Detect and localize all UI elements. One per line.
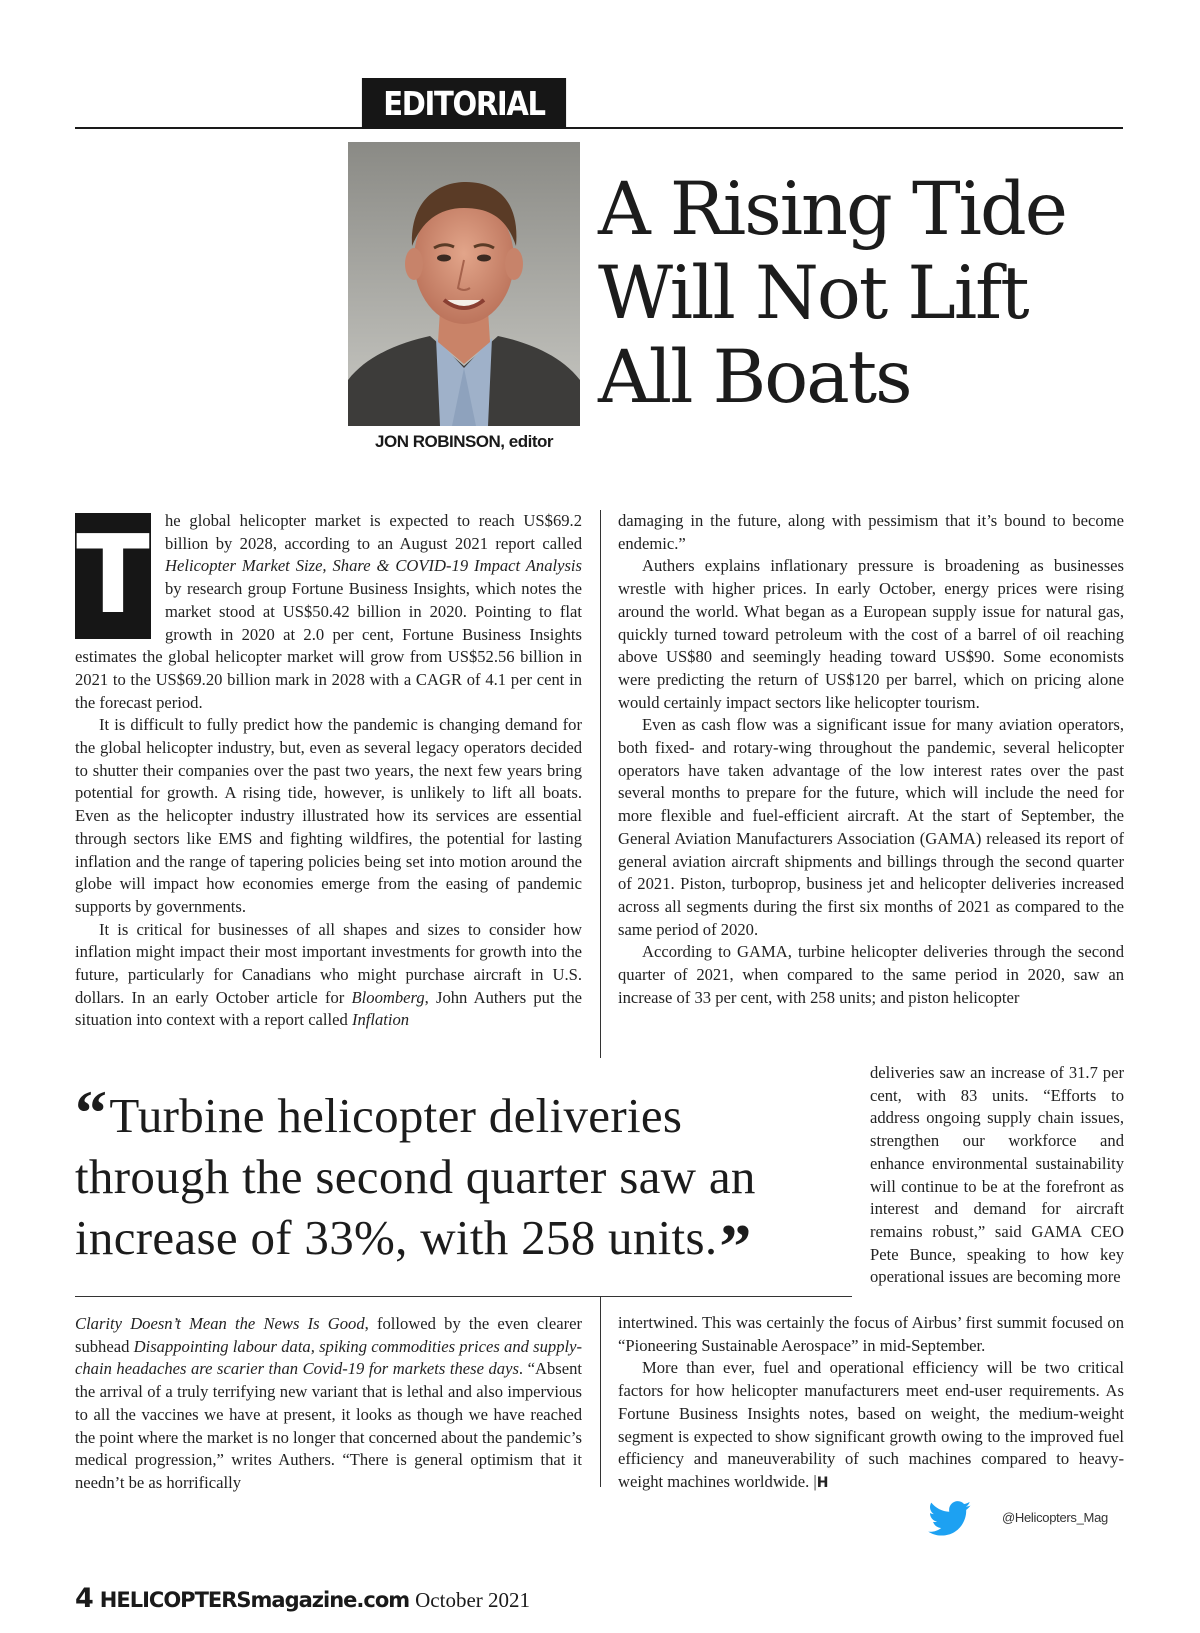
pull-quote-rule	[75, 1296, 852, 1297]
magazine-url: HELICOPTERSmagazine.com	[99, 1588, 410, 1612]
drop-cap: T	[76, 513, 150, 638]
paragraph: It is critical for businesses of all shapes and sizes to consider how inflation might impact their most important investments for growth into the future, particularly for Canadians who might purchase aircraft in U.S. dollars. In an early October article for Bloomberg, John Authers put the situation into context with a report called Inflation	[75, 919, 583, 1030]
issue-date: October 2021	[415, 1588, 531, 1612]
article-column-left-continued	[75, 1313, 582, 1495]
headline-line: Will Not Lift	[598, 251, 1028, 336]
header-rule	[75, 127, 1123, 129]
page-footer	[75, 1583, 530, 1614]
twitter-handle[interactable]: @Helicopters_Mag	[1002, 1510, 1108, 1525]
editor-portrait	[348, 142, 580, 426]
end-mark: H	[816, 1474, 829, 1491]
headline-line: A Rising Tide	[598, 167, 1066, 252]
headline-line: All Boats	[598, 335, 911, 420]
headline	[598, 168, 1098, 420]
paragraph: More than ever, fuel and operational efficiency will be two critical factors for how helicopter manufacturers meet end-user requirements. As Fortune Business Insights notes, based on weight, the medium-weight segment is expected to show significant growth owing to the improved fuel efficiency and maneuverability of such machines compared to heavy-weight machines worldwide. |H	[618, 1358, 1124, 1491]
paragraph: T he global helicopter market is expected to reach US$69.2 billion by 2028, according to an August 2021 report called Helicopter Market Size, Share & COVID-19 Impact Analysis by research group Fortune Business Insights, which notes the market stood at US$50.42 billion in 2020. Pointing to flat growth in 2020 at 2.0 per cent, Fortune Business Insights estimates the global helicopter market will grow from US$52.56 billion in 2021 to the US$69.20 billion mark in 2028 with a CAGR of 4.1 per cent in the forecast period.	[75, 511, 582, 712]
section-tag: EDITORIAL	[362, 78, 566, 129]
paragraph: Authers explains inflationary pressure is broadening as businesses wrestle with higher prices. In early October, energy prices were rising around the world. What began as a European supply issue for natural gas, quickly turned toward petroleum with the cost of a barrel of oil reaching above US$80 and seemingly heading toward US$90. Some economists were predicting the return of US$120 per barrel, which on pricing alone would certainly impact sectors like helicopter tourism.	[618, 556, 1124, 712]
paragraph: It is difficult to fully predict how the pandemic is changing demand for the global helicopter industry, but, even as several legacy operators decided to shutter their companies over the past two years, the next few years bring potential for growth. A rising tide, however, is unlikely to lift all boats. Even as the helicopter industry illustrated how its services are essential through sectors like EMS and fighting wildfires, the potential for lasting inflation and the range of tapering policies being set into motion around the globe will impact how economies emerge from the easing of pandemic supports by governments.	[75, 715, 582, 916]
paragraph: Even as cash flow was a significant issue for many aviation operators, both fixed- and rotary-wing throughout the pandemic, several helicopter operators have taken advantage of the low interest rates over the past several months to prepare for the future, which will include the need for more flexible and fuel-efficient aircraft. At the start of September, the General Aviation Manufacturers Association (GAMA) released its report of general aviation aircraft shipments and billings through the second quarter of 2021. Piston, turboprop, business jet and helicopter deliveries increased across all segments during the first six months of 2021 as compared to the same period of 2020.	[618, 715, 1124, 939]
paragraph: intertwined. This was certainly the focus of Airbus’ first summit focused on “Pioneering Sustainable Aerospace” in mid-September.	[618, 1313, 1124, 1355]
pull-quote-text: Turbine helicopter deliveries through the second quarter saw an increase of 33%, with 258 units.	[75, 1088, 756, 1265]
close-quote-mark: ”	[719, 1211, 752, 1282]
paragraph: Clarity Doesn’t Mean the News Is Good, followed by the even clearer subhead Disappointing labour data, spiking commodities prices and supply-chain headaches are scarier than Covid-19 for markets these days. “Absent the arrival of a truly terrifying new variant that is lethal and also impervious to all the vaccines we have at present, it looks as though we have reached the point where the market is no longer that concerned about the pandemic’s medical progression,” writes Authers. “There is general optimism that it needn’t be as horrifically	[75, 1314, 582, 1492]
paragraph: According to GAMA, turbine helicopter deliveries through the second quarter of 2021, when compared to the same period in 2020, saw an increase of 33 per cent, with 258 units; and piston helicopter	[618, 942, 1124, 1007]
article-column-left	[75, 510, 582, 1032]
article-column-right	[618, 510, 1124, 1009]
article-column-right-continued	[618, 1312, 1124, 1495]
pull-quote	[75, 1077, 835, 1282]
page-number: 4	[75, 1583, 94, 1614]
article-column-narrow	[870, 1062, 1124, 1289]
column-divider	[600, 510, 601, 1058]
paragraph: deliveries saw an increase of 31.7 per cent, with 83 units. “Efforts to address ongoing supply chain issues, strengthen our workforce and enhance environmental sustainability will continue to be at the forefront as interest and demand for aircraft remains robust,” said GAMA CEO Pete Bunce, speaking to how key operational issues are becoming more	[870, 1063, 1124, 1287]
twitter-bird-icon[interactable]	[928, 1501, 972, 1537]
paragraph: damaging in the future, along with pessimism that it’s bound to become endemic.”	[618, 511, 1124, 553]
column-divider	[600, 1297, 601, 1487]
byline: JON ROBINSON, editor	[375, 432, 553, 451]
open-quote-mark: “	[75, 1077, 108, 1148]
